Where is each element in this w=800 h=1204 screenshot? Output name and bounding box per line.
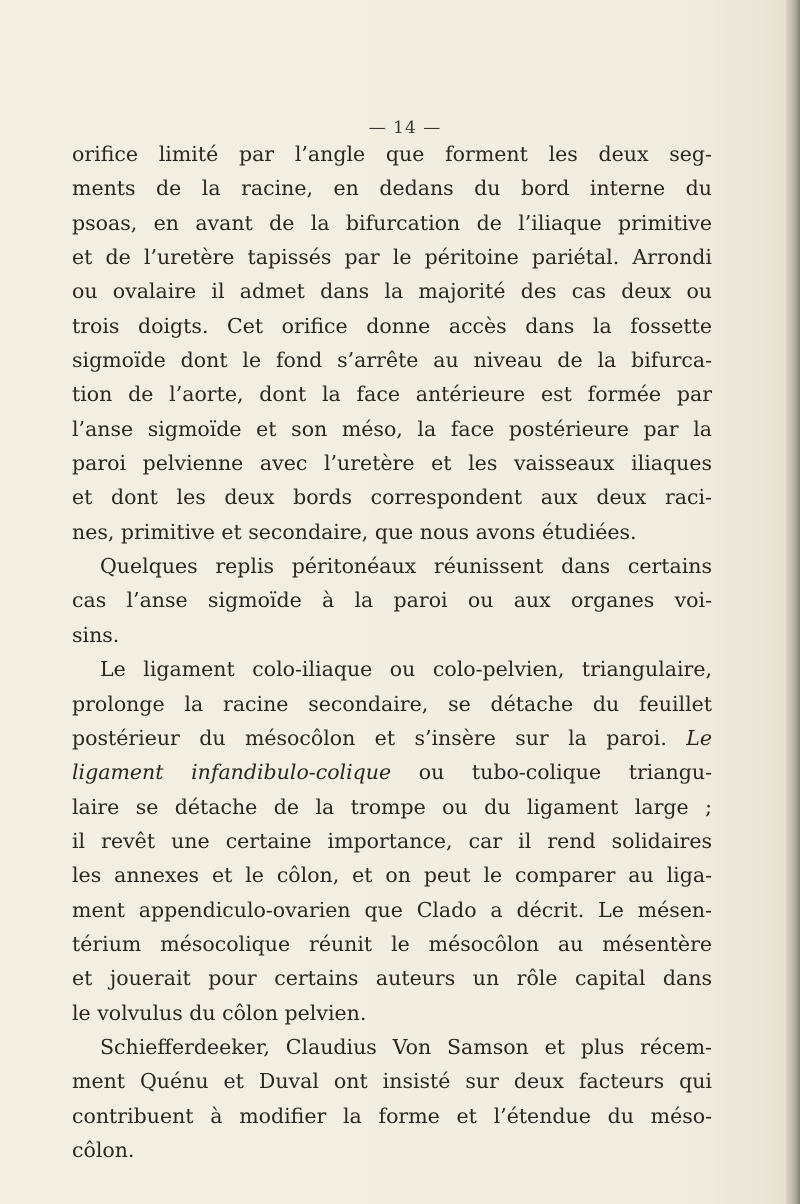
text-segment: postérieur du mésocôlon et s’insère sur la paroi. [72,725,667,750]
text-line: Quelques replis péritonéaux réunissent dans certains [100,554,712,579]
text-line: il revêt une certaine importance, car il rend solidaires [72,828,712,853]
text-line: ments de la racine, en dedans du bord interne du [72,176,712,201]
text-line: les annexes et le côlon, et on peut le comparer au liga- [72,863,712,888]
page-edge-shadow [786,0,800,1204]
text-line: côlon. [72,1137,135,1162]
text-line: et de l’uretère tapissés par le péritoine pariétal. Arrondi [72,245,712,270]
text-line: Le ligament colo-iliaque ou colo-pelvien, triangulaire, [100,657,712,682]
page-number: — 14 — [368,118,442,138]
text-line: et dont les deux bords correspondent aux deux raci- [72,485,712,510]
text-line [72,755,712,789]
text-line: et jouerait pour certains auteurs un rôle capital dans [72,966,712,991]
body-text [72,137,712,1167]
italic-term: Le [686,725,712,750]
text-line: prolonge la racine secondaire, se détache du feuillet [72,691,712,716]
text-line: ment Quénu et Duval ont insisté sur deux facteurs qui [72,1069,712,1094]
italic-term: ligament [72,760,164,785]
text-line: ou ovalaire il admet dans la majorité des cas deux ou [72,279,712,304]
text-line: sigmoïde dont le fond s’arrête au niveau de la bifurca- [72,348,712,373]
text-line: le volvulus du côlon pelvien. [72,1000,367,1025]
text-line [72,721,712,755]
text-line: ment appendiculo-ovarien que Clado a décrit. Le mésen- [72,897,712,922]
text-line: térium mésocolique réunit le mésocôlon au mésentère [72,931,712,956]
text-line: tion de l’aorte, dont la face antérieure est formée par [72,382,712,407]
italic-term: infandibulo-colique [191,760,392,785]
text-line: Schiefferdeeker, Claudius Von Samson et plus récem- [100,1034,712,1059]
text-segment: ou tubo-colique triangu- [418,760,712,785]
text-line: trois doigts. Cet orifice donne accès dans la fossette [72,313,712,338]
text-line: nes, primitive et secondaire, que nous avons étudiées. [72,519,637,544]
text-line: psoas, en avant de la bifurcation de l’iliaque primitive [72,210,712,235]
text-line: paroi pelvienne avec l’uretère et les vaisseaux iliaques [72,451,712,476]
text-line: orifice limité par l’angle que forment les deux seg- [72,142,712,166]
text-line: l’anse sigmoïde et son méso, la face postérieure par la [72,416,712,441]
text-line: cas l’anse sigmoïde à la paroi ou aux organes voi- [72,588,712,613]
text-line: contribuent à modifier la forme et l’étendue du méso- [72,1103,712,1128]
text-line: laire se détache de la trompe ou du ligament large ; [72,794,712,819]
text-line: sins. [72,622,120,647]
